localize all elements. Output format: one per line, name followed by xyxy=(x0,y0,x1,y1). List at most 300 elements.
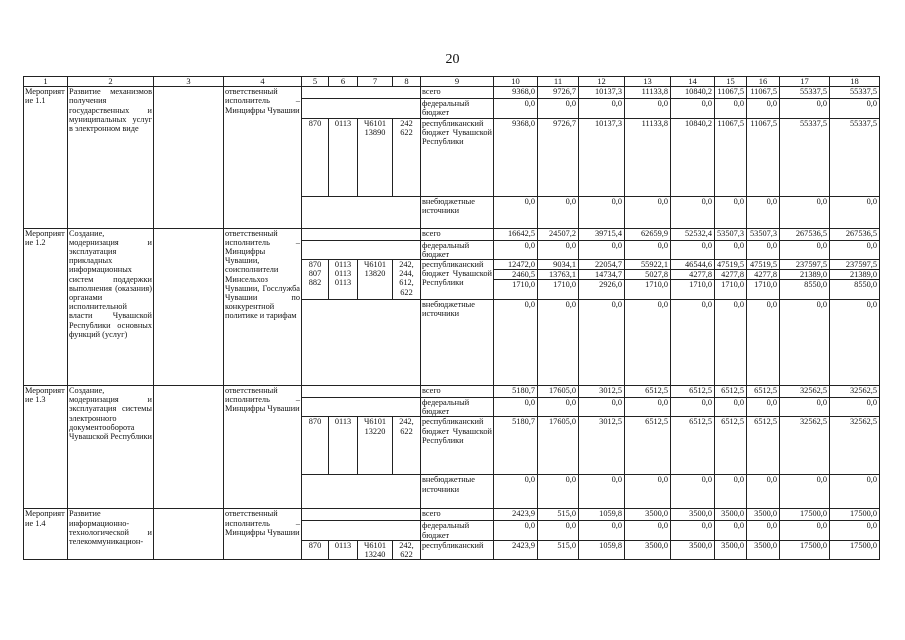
amount-value: 0,0 xyxy=(657,521,668,531)
funding-source: всего xyxy=(421,228,494,240)
amount-value: 39715,4 xyxy=(595,228,622,238)
amount-cell xyxy=(494,87,538,99)
amount-value: 55922,1 xyxy=(641,260,668,270)
amount-cell xyxy=(715,398,747,417)
amount-cell xyxy=(671,521,715,540)
page-number: 20 xyxy=(445,52,460,67)
funding-source: республиканский бюджет Чувашской Республики xyxy=(421,118,494,196)
empty-cell xyxy=(154,228,224,385)
amount-value: 0,0 xyxy=(766,521,777,531)
amount-value: 6512,5 xyxy=(754,417,777,427)
amount-cell xyxy=(747,386,780,398)
amount-value-3: 8550,0 xyxy=(780,279,830,289)
amount-value: 0,0 xyxy=(701,475,712,485)
code-type: 242, 622 xyxy=(393,540,421,559)
amount-cell xyxy=(671,386,715,398)
event-name: Развитие информационно-технологической и телекоммуникацион- xyxy=(68,509,154,560)
amount-cell xyxy=(671,509,715,521)
amount-value: 9368,0 xyxy=(512,118,535,128)
amount-value: 0,0 xyxy=(816,300,827,310)
amount-value: 0,0 xyxy=(611,521,622,531)
table-row xyxy=(24,87,880,99)
amount-value: 3012,5 xyxy=(599,386,622,396)
amount-value: 6512,5 xyxy=(689,386,712,396)
amount-value: 0,0 xyxy=(524,240,535,250)
amount-cell xyxy=(830,118,880,196)
amount-cell xyxy=(715,260,747,300)
amount-cell xyxy=(830,87,880,99)
amount-cell xyxy=(830,99,880,118)
amount-value-3: 1710,0 xyxy=(625,279,671,289)
event-name: Развитие механизмов получения государственных и муниципальных услуг в электронном виде xyxy=(68,87,154,228)
amount-cell xyxy=(538,99,579,118)
code-target: Ч6101 13220 xyxy=(358,417,393,475)
amount-value-2: 4277,8 xyxy=(747,269,780,279)
amount-cell xyxy=(830,521,880,540)
amount-value: 3500,0 xyxy=(754,540,777,550)
amount-value: 1059,8 xyxy=(599,509,622,519)
amount-value: 3500,0 xyxy=(645,540,668,550)
amount-value: 0,0 xyxy=(524,521,535,531)
amount-value: 6512,5 xyxy=(721,386,744,396)
amount-cell xyxy=(671,118,715,196)
amount-value: 0,0 xyxy=(657,99,668,109)
amount-cell xyxy=(579,386,625,398)
amount-cell xyxy=(747,118,780,196)
amount-cell xyxy=(538,509,579,521)
amount-value: 0,0 xyxy=(611,475,622,485)
amount-value: 32562,5 xyxy=(850,386,877,396)
amount-cell xyxy=(579,521,625,540)
amount-value: 10137,3 xyxy=(595,87,622,97)
amount-cell xyxy=(625,475,671,509)
empty-cell xyxy=(154,509,224,560)
amount-cell xyxy=(579,99,625,118)
amount-cell xyxy=(747,521,780,540)
amount-cell xyxy=(625,87,671,99)
amount-cell xyxy=(830,509,880,521)
amount-value: 17500,0 xyxy=(850,509,877,519)
amount-value: 0,0 xyxy=(611,99,622,109)
amount-cell xyxy=(494,509,538,521)
executor: ответственный исполнитель – Минцифры Чувашии xyxy=(224,386,302,509)
code-empty xyxy=(302,196,421,228)
executor: ответственный исполнитель – Минцифры Чувашии xyxy=(224,509,302,560)
amount-value-2: 21389,0 xyxy=(830,269,880,279)
amount-value: 53507,3 xyxy=(717,228,744,238)
amount-cell xyxy=(579,475,625,509)
amount-value: 515,0 xyxy=(557,540,576,550)
amount-cell xyxy=(715,521,747,540)
code-type: 242, 244, 612, 622 xyxy=(393,260,421,300)
amount-cell xyxy=(830,386,880,398)
column-number: 18 xyxy=(830,77,880,87)
amount-value: 0,0 xyxy=(866,99,877,109)
amount-value: 10840,2 xyxy=(685,87,712,97)
amount-value: 6512,5 xyxy=(754,386,777,396)
column-number: 5 xyxy=(302,77,329,87)
amount-value: 5180,7 xyxy=(512,417,535,427)
amount-value: 11133,8 xyxy=(641,87,668,97)
amount-value: 0,0 xyxy=(657,300,668,310)
amount-value: 2423,9 xyxy=(512,509,535,519)
amount-value: 53507,3 xyxy=(750,228,777,238)
code-section: 0113 0113 0113 xyxy=(329,260,358,300)
amount-value: 11067,5 xyxy=(717,87,744,97)
funding-source: всего xyxy=(421,509,494,521)
amount-cell xyxy=(579,228,625,240)
amount-cell xyxy=(579,300,625,386)
amount-cell xyxy=(715,417,747,475)
table-row xyxy=(24,386,880,398)
amount-value: 1059,8 xyxy=(599,540,622,550)
amount-value: 0,0 xyxy=(733,300,744,310)
amount-cell xyxy=(579,118,625,196)
amount-value: 515,0 xyxy=(557,509,576,519)
amount-cell xyxy=(579,540,625,559)
amount-value: 0,0 xyxy=(565,521,576,531)
amount-value: 0,0 xyxy=(766,196,777,206)
amount-cell xyxy=(747,240,780,259)
amount-value: 32562,5 xyxy=(850,417,877,427)
amount-cell xyxy=(671,540,715,559)
amount-cell xyxy=(780,240,830,259)
amount-value: 0,0 xyxy=(733,475,744,485)
column-number: 16 xyxy=(747,77,780,87)
column-number: 14 xyxy=(671,77,715,87)
amount-value: 0,0 xyxy=(611,240,622,250)
empty-cell xyxy=(154,386,224,509)
amount-cell xyxy=(671,417,715,475)
amount-value: 0,0 xyxy=(733,240,744,250)
amount-cell xyxy=(538,228,579,240)
amount-value-3: 1710,0 xyxy=(538,279,579,289)
amount-cell xyxy=(671,475,715,509)
event-number: Мероприятие 1.3 xyxy=(24,386,68,509)
budget-table xyxy=(23,76,880,560)
code-empty xyxy=(302,509,421,521)
amount-cell xyxy=(830,228,880,240)
amount-cell xyxy=(494,417,538,475)
amount-value: 46544,6 xyxy=(685,260,712,270)
column-number: 13 xyxy=(625,77,671,87)
amount-cell xyxy=(494,475,538,509)
amount-cell xyxy=(780,398,830,417)
amount-value: 62659,9 xyxy=(641,228,668,238)
funding-source: всего xyxy=(421,87,494,99)
amount-cell xyxy=(494,540,538,559)
event-name: Создание, модернизация и эксплуатация прикладных информационных систем поддержки выполнения (оказания) органами исполнительной власти Чувашской Республики основных функций (услуг) xyxy=(68,228,154,385)
column-number: 2 xyxy=(68,77,154,87)
amount-cell xyxy=(715,540,747,559)
amount-cell xyxy=(780,260,830,300)
amount-value: 0,0 xyxy=(701,398,712,408)
amount-cell xyxy=(579,240,625,259)
code-section: 0113 xyxy=(329,540,358,559)
amount-cell xyxy=(747,99,780,118)
amount-cell xyxy=(747,87,780,99)
amount-cell xyxy=(579,87,625,99)
amount-cell xyxy=(747,196,780,228)
amount-cell xyxy=(780,475,830,509)
funding-source: федеральный бюджет xyxy=(421,240,494,259)
amount-cell xyxy=(494,260,538,300)
amount-value-3: 2926,0 xyxy=(579,279,625,289)
amount-value: 0,0 xyxy=(866,521,877,531)
amount-cell xyxy=(494,228,538,240)
amount-value: 0,0 xyxy=(816,99,827,109)
column-number: 15 xyxy=(715,77,747,87)
amount-value-3: 1710,0 xyxy=(494,279,538,289)
amount-value: 267536,5 xyxy=(795,228,827,238)
code-empty xyxy=(302,386,421,398)
amount-value: 0,0 xyxy=(733,398,744,408)
amount-cell xyxy=(625,196,671,228)
amount-value: 0,0 xyxy=(657,196,668,206)
amount-cell xyxy=(747,260,780,300)
amount-value: 3500,0 xyxy=(645,509,668,519)
funding-source: внебюджетные источники xyxy=(421,300,494,386)
amount-cell xyxy=(538,521,579,540)
amount-cell xyxy=(830,300,880,386)
event-number: Мероприятие 1.1 xyxy=(24,87,68,228)
amount-value: 0,0 xyxy=(701,196,712,206)
column-number: 3 xyxy=(154,77,224,87)
amount-value: 0,0 xyxy=(866,300,877,310)
amount-cell xyxy=(494,300,538,386)
amount-cell xyxy=(538,87,579,99)
amount-value: 0,0 xyxy=(866,196,877,206)
amount-value: 3500,0 xyxy=(689,540,712,550)
amount-value: 52532,4 xyxy=(685,228,712,238)
amount-value-2: 2460,5 xyxy=(494,269,538,279)
event-number: Мероприятие 1.2 xyxy=(24,228,68,385)
column-number: 4 xyxy=(224,77,302,87)
amount-cell xyxy=(625,540,671,559)
amount-cell xyxy=(538,398,579,417)
amount-cell xyxy=(715,228,747,240)
amount-value: 10840,2 xyxy=(685,118,712,128)
code-empty xyxy=(302,398,421,417)
code-empty xyxy=(302,228,421,240)
amount-value: 5180,7 xyxy=(512,386,535,396)
column-number: 12 xyxy=(579,77,625,87)
amount-value: 17500,0 xyxy=(800,509,827,519)
amount-cell xyxy=(830,240,880,259)
column-number-row xyxy=(24,77,880,87)
amount-value: 0,0 xyxy=(565,240,576,250)
amount-cell xyxy=(747,417,780,475)
amount-cell xyxy=(671,398,715,417)
code-gp: 870 xyxy=(302,118,329,196)
amount-cell xyxy=(780,196,830,228)
amount-value: 0,0 xyxy=(866,398,877,408)
amount-cell xyxy=(830,196,880,228)
amount-value: 3500,0 xyxy=(689,509,712,519)
amount-value: 0,0 xyxy=(657,475,668,485)
amount-cell xyxy=(494,240,538,259)
amount-value: 47519,5 xyxy=(750,260,777,270)
column-number: 9 xyxy=(421,77,494,87)
column-number: 7 xyxy=(358,77,393,87)
amount-value: 3500,0 xyxy=(721,509,744,519)
amount-cell xyxy=(715,300,747,386)
amount-value: 12472,0 xyxy=(508,260,535,270)
amount-cell xyxy=(538,118,579,196)
code-target: Ч6101 13890 xyxy=(358,118,393,196)
amount-cell xyxy=(494,196,538,228)
amount-value: 0,0 xyxy=(866,475,877,485)
amount-value: 24507,2 xyxy=(549,228,576,238)
amount-value: 0,0 xyxy=(766,240,777,250)
amount-value: 0,0 xyxy=(701,300,712,310)
amount-cell xyxy=(671,240,715,259)
amount-value: 0,0 xyxy=(657,240,668,250)
amount-cell xyxy=(747,540,780,559)
amount-value: 32562,5 xyxy=(800,386,827,396)
amount-value: 0,0 xyxy=(524,398,535,408)
amount-value: 17500,0 xyxy=(850,540,877,550)
amount-value: 0,0 xyxy=(816,398,827,408)
funding-source: федеральный бюджет xyxy=(421,99,494,118)
amount-cell xyxy=(625,417,671,475)
amount-cell xyxy=(625,260,671,300)
amount-value-3: 1710,0 xyxy=(671,279,715,289)
amount-value: 0,0 xyxy=(733,196,744,206)
amount-value: 3500,0 xyxy=(754,509,777,519)
amount-value-3: 1710,0 xyxy=(747,279,780,289)
amount-value-3: 8550,0 xyxy=(830,279,880,289)
code-empty xyxy=(302,300,421,386)
amount-value: 0,0 xyxy=(866,240,877,250)
amount-value: 9726,7 xyxy=(553,118,576,128)
column-number: 1 xyxy=(24,77,68,87)
code-empty xyxy=(302,99,421,118)
amount-cell xyxy=(538,240,579,259)
amount-cell xyxy=(671,300,715,386)
amount-cell xyxy=(780,521,830,540)
amount-cell xyxy=(625,300,671,386)
code-section: 0113 xyxy=(329,417,358,475)
amount-value: 0,0 xyxy=(524,196,535,206)
amount-value: 0,0 xyxy=(766,398,777,408)
amount-cell xyxy=(715,196,747,228)
amount-value-2: 13763,1 xyxy=(538,269,579,279)
code-empty xyxy=(302,87,421,99)
amount-cell xyxy=(579,196,625,228)
amount-value: 9034,1 xyxy=(553,260,576,270)
amount-cell xyxy=(715,509,747,521)
amount-value: 2423,9 xyxy=(512,540,535,550)
amount-value: 55337,5 xyxy=(800,118,827,128)
amount-cell xyxy=(780,300,830,386)
amount-value: 0,0 xyxy=(611,196,622,206)
amount-cell xyxy=(780,509,830,521)
amount-cell xyxy=(747,228,780,240)
column-number: 6 xyxy=(329,77,358,87)
amount-cell xyxy=(579,509,625,521)
amount-value: 0,0 xyxy=(565,398,576,408)
funding-source: внебюджетные источники xyxy=(421,475,494,509)
column-number: 17 xyxy=(780,77,830,87)
amount-cell xyxy=(715,240,747,259)
amount-value: 0,0 xyxy=(611,398,622,408)
amount-cell xyxy=(780,118,830,196)
amount-cell xyxy=(538,196,579,228)
amount-value: 3012,5 xyxy=(599,417,622,427)
amount-value: 17500,0 xyxy=(800,540,827,550)
amount-value-2: 21389,0 xyxy=(780,269,830,279)
table-row xyxy=(24,228,880,240)
amount-cell xyxy=(671,87,715,99)
amount-cell xyxy=(538,417,579,475)
amount-cell xyxy=(715,87,747,99)
amount-value: 0,0 xyxy=(766,475,777,485)
amount-cell xyxy=(747,398,780,417)
amount-cell xyxy=(780,386,830,398)
amount-cell xyxy=(830,398,880,417)
amount-value: 9368,0 xyxy=(512,87,535,97)
amount-value: 47519,5 xyxy=(717,260,744,270)
amount-value: 6512,5 xyxy=(645,417,668,427)
code-type: 242, 622 xyxy=(393,417,421,475)
event-name: Создание, модернизация и эксплуатация системы электронного документооборота Чувашской Республики xyxy=(68,386,154,509)
amount-value: 6512,5 xyxy=(645,386,668,396)
amount-value: 9726,7 xyxy=(553,87,576,97)
amount-cell xyxy=(538,386,579,398)
amount-value: 0,0 xyxy=(816,521,827,531)
amount-value: 0,0 xyxy=(565,300,576,310)
code-type: 242 622 xyxy=(393,118,421,196)
code-target: Ч6101 13240 xyxy=(358,540,393,559)
amount-value: 0,0 xyxy=(733,521,744,531)
amount-value: 237597,5 xyxy=(845,260,877,270)
amount-value-2: 14734,7 xyxy=(579,269,625,279)
amount-cell xyxy=(780,228,830,240)
amount-value: 11067,5 xyxy=(717,118,744,128)
amount-value: 267536,5 xyxy=(845,228,877,238)
amount-cell xyxy=(671,228,715,240)
amount-value: 0,0 xyxy=(701,240,712,250)
funding-source: федеральный бюджет xyxy=(421,398,494,417)
amount-cell xyxy=(494,398,538,417)
amount-value: 0,0 xyxy=(816,196,827,206)
funding-source: федеральный бюджет xyxy=(421,521,494,540)
code-section: 0113 xyxy=(329,118,358,196)
amount-cell xyxy=(747,300,780,386)
amount-value: 6512,5 xyxy=(689,417,712,427)
code-gp: 870 xyxy=(302,540,329,559)
amount-value: 0,0 xyxy=(766,300,777,310)
amount-cell xyxy=(625,118,671,196)
amount-value: 55337,5 xyxy=(850,87,877,97)
amount-cell xyxy=(625,228,671,240)
amount-cell xyxy=(625,509,671,521)
funding-source: всего xyxy=(421,386,494,398)
amount-cell xyxy=(494,118,538,196)
amount-value: 0,0 xyxy=(524,475,535,485)
amount-value: 55337,5 xyxy=(800,87,827,97)
amount-value: 0,0 xyxy=(565,475,576,485)
amount-value: 11067,5 xyxy=(750,87,777,97)
amount-cell xyxy=(780,417,830,475)
code-empty xyxy=(302,521,421,540)
amount-value: 0,0 xyxy=(733,99,744,109)
amount-value: 16642,5 xyxy=(508,228,535,238)
amount-cell xyxy=(538,475,579,509)
amount-cell xyxy=(579,260,625,300)
code-target: Ч6101 13820 xyxy=(358,260,393,300)
